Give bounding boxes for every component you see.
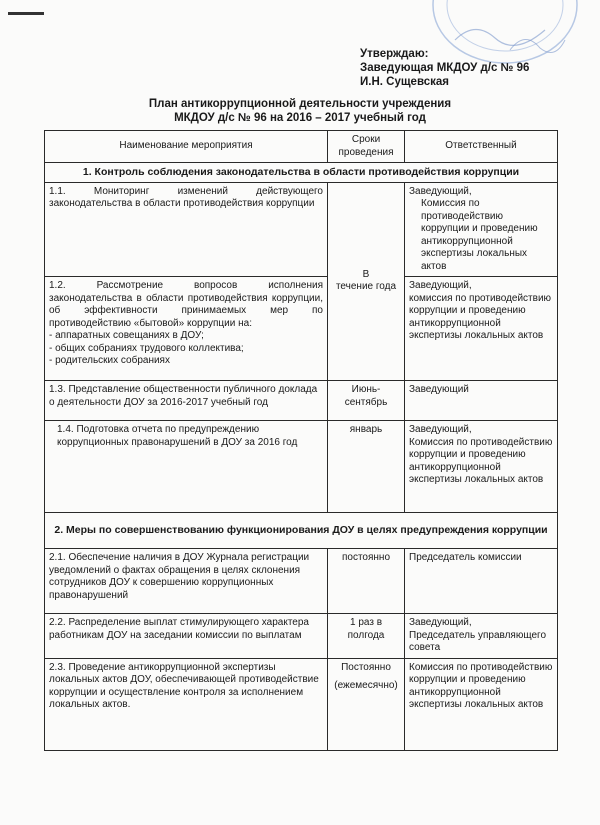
approval-name: И.Н. Сущевская xyxy=(360,76,449,88)
section-row xyxy=(45,513,558,549)
task-item: - родительских собраниях xyxy=(49,355,170,366)
table-row xyxy=(45,381,558,421)
responsible-line: комиссия по противодействию коррупции и проведению антикоррупционной экспертизы локальных актов xyxy=(409,292,552,341)
task-responsible xyxy=(405,614,558,659)
table-row xyxy=(45,182,558,277)
task-responsible xyxy=(405,182,558,277)
table-row xyxy=(45,549,558,614)
responsible-line: Председатель управляющего совета xyxy=(409,629,547,653)
term-line: 1 раз в xyxy=(349,617,383,628)
task-name: 1.1. Мониторинг изменений действующего законодательства в области противодействия коррупции xyxy=(45,182,328,277)
responsible-line: Заведующий, xyxy=(409,617,472,628)
task-name: 1.3. Представление общественности публичного доклада о деятельности ДОУ за 2016-2017 учебный год xyxy=(45,381,328,421)
table-row xyxy=(45,658,558,750)
table-row xyxy=(45,421,558,513)
task-name: 2.3. Проведение антикоррупционной экспертизы локальных актов ДОУ, обеспечивающей противодействие коррупции и осуществление контроля за исполнением локальных актов. xyxy=(45,658,328,750)
task-text: 1.2. Рассмотрение вопросов исполнения законодательства в области противодействия коррупции, об эффективности принимаемых мер по противодействию «бытовой» коррупции на: xyxy=(49,280,323,329)
task-name xyxy=(45,277,328,381)
section-row xyxy=(45,163,558,183)
task-name: 2.1. Обеспечение наличия в ДОУ Журнала регистрации уведомлений о фактах обращения в целях склонения сотрудников ДОУ к совершению коррупционных правонарушений xyxy=(45,549,328,614)
task-item: - аппаратных совещаниях в ДОУ; xyxy=(49,330,204,341)
approval-block xyxy=(360,47,529,89)
responsible-line: Заведующий, xyxy=(409,424,472,435)
term-line: В xyxy=(362,268,370,280)
plan-table xyxy=(44,130,558,751)
section-title-2: 2. Меры по совершенствованию функционирования ДОУ в целях предупреждения коррупции xyxy=(45,513,558,549)
term-line: течение года xyxy=(335,281,397,293)
approval-position: Заведующая МКДОУ д/с № 96 xyxy=(360,62,530,74)
responsible-line: Комиссия по противодействию коррупции и проведению антикоррупционной экспертизы локальных актов xyxy=(409,436,553,485)
scan-artifact xyxy=(8,12,44,15)
table-row xyxy=(45,277,558,381)
task-name: 1.4. Подготовка отчета по предупреждению коррупционных правонарушений в ДОУ за 2016 год xyxy=(45,421,328,513)
task-term: постоянно xyxy=(328,549,405,614)
term-line: Постоянно xyxy=(341,661,391,673)
task-responsible xyxy=(405,421,558,513)
header-term: Сроки проведения xyxy=(328,131,405,163)
table-header-row xyxy=(45,131,558,163)
term-line: полгода xyxy=(347,629,385,641)
task-term xyxy=(328,658,405,750)
task-term: Июнь-сентябрь xyxy=(328,381,405,421)
task-name: 2.2. Распределение выплат стимулирующего характера работникам ДОУ на заседании комиссии по выплатам xyxy=(45,614,328,659)
task-item: - общих собраниях трудового коллектива; xyxy=(49,342,244,354)
task-responsible: Комиссия по противодействию коррупции и проведению антикоррупционной экспертизы локальных актов xyxy=(405,658,558,750)
approval-label: Утверждаю: xyxy=(360,48,429,60)
table-row xyxy=(45,614,558,659)
responsible-line: Заведующий, xyxy=(409,185,472,197)
task-responsible: Заведующий xyxy=(405,381,558,421)
task-term xyxy=(328,614,405,659)
document-title-line2: МКДОУ д/с № 96 на 2016 – 2017 учебный год xyxy=(174,112,426,124)
term-line: (ежемесячно) xyxy=(334,680,398,691)
task-responsible xyxy=(405,277,558,381)
header-name: Наименование мероприятия xyxy=(45,131,328,163)
header-responsible: Ответственный xyxy=(405,131,558,163)
task-term xyxy=(328,182,405,381)
responsible-line: Заведующий, xyxy=(409,280,472,291)
task-responsible: Председатель комиссии xyxy=(405,549,558,614)
document-title-line1: План антикоррупционной деятельности учреждения xyxy=(148,98,452,110)
responsible-line: Комиссия по противодействию коррупции и проведению антикоррупционной экспертизы локальных актов xyxy=(421,198,538,272)
section-title-1: 1. Контроль соблюдения законодательства в области противодействия коррупции xyxy=(45,163,558,183)
task-term: январь xyxy=(328,421,405,513)
